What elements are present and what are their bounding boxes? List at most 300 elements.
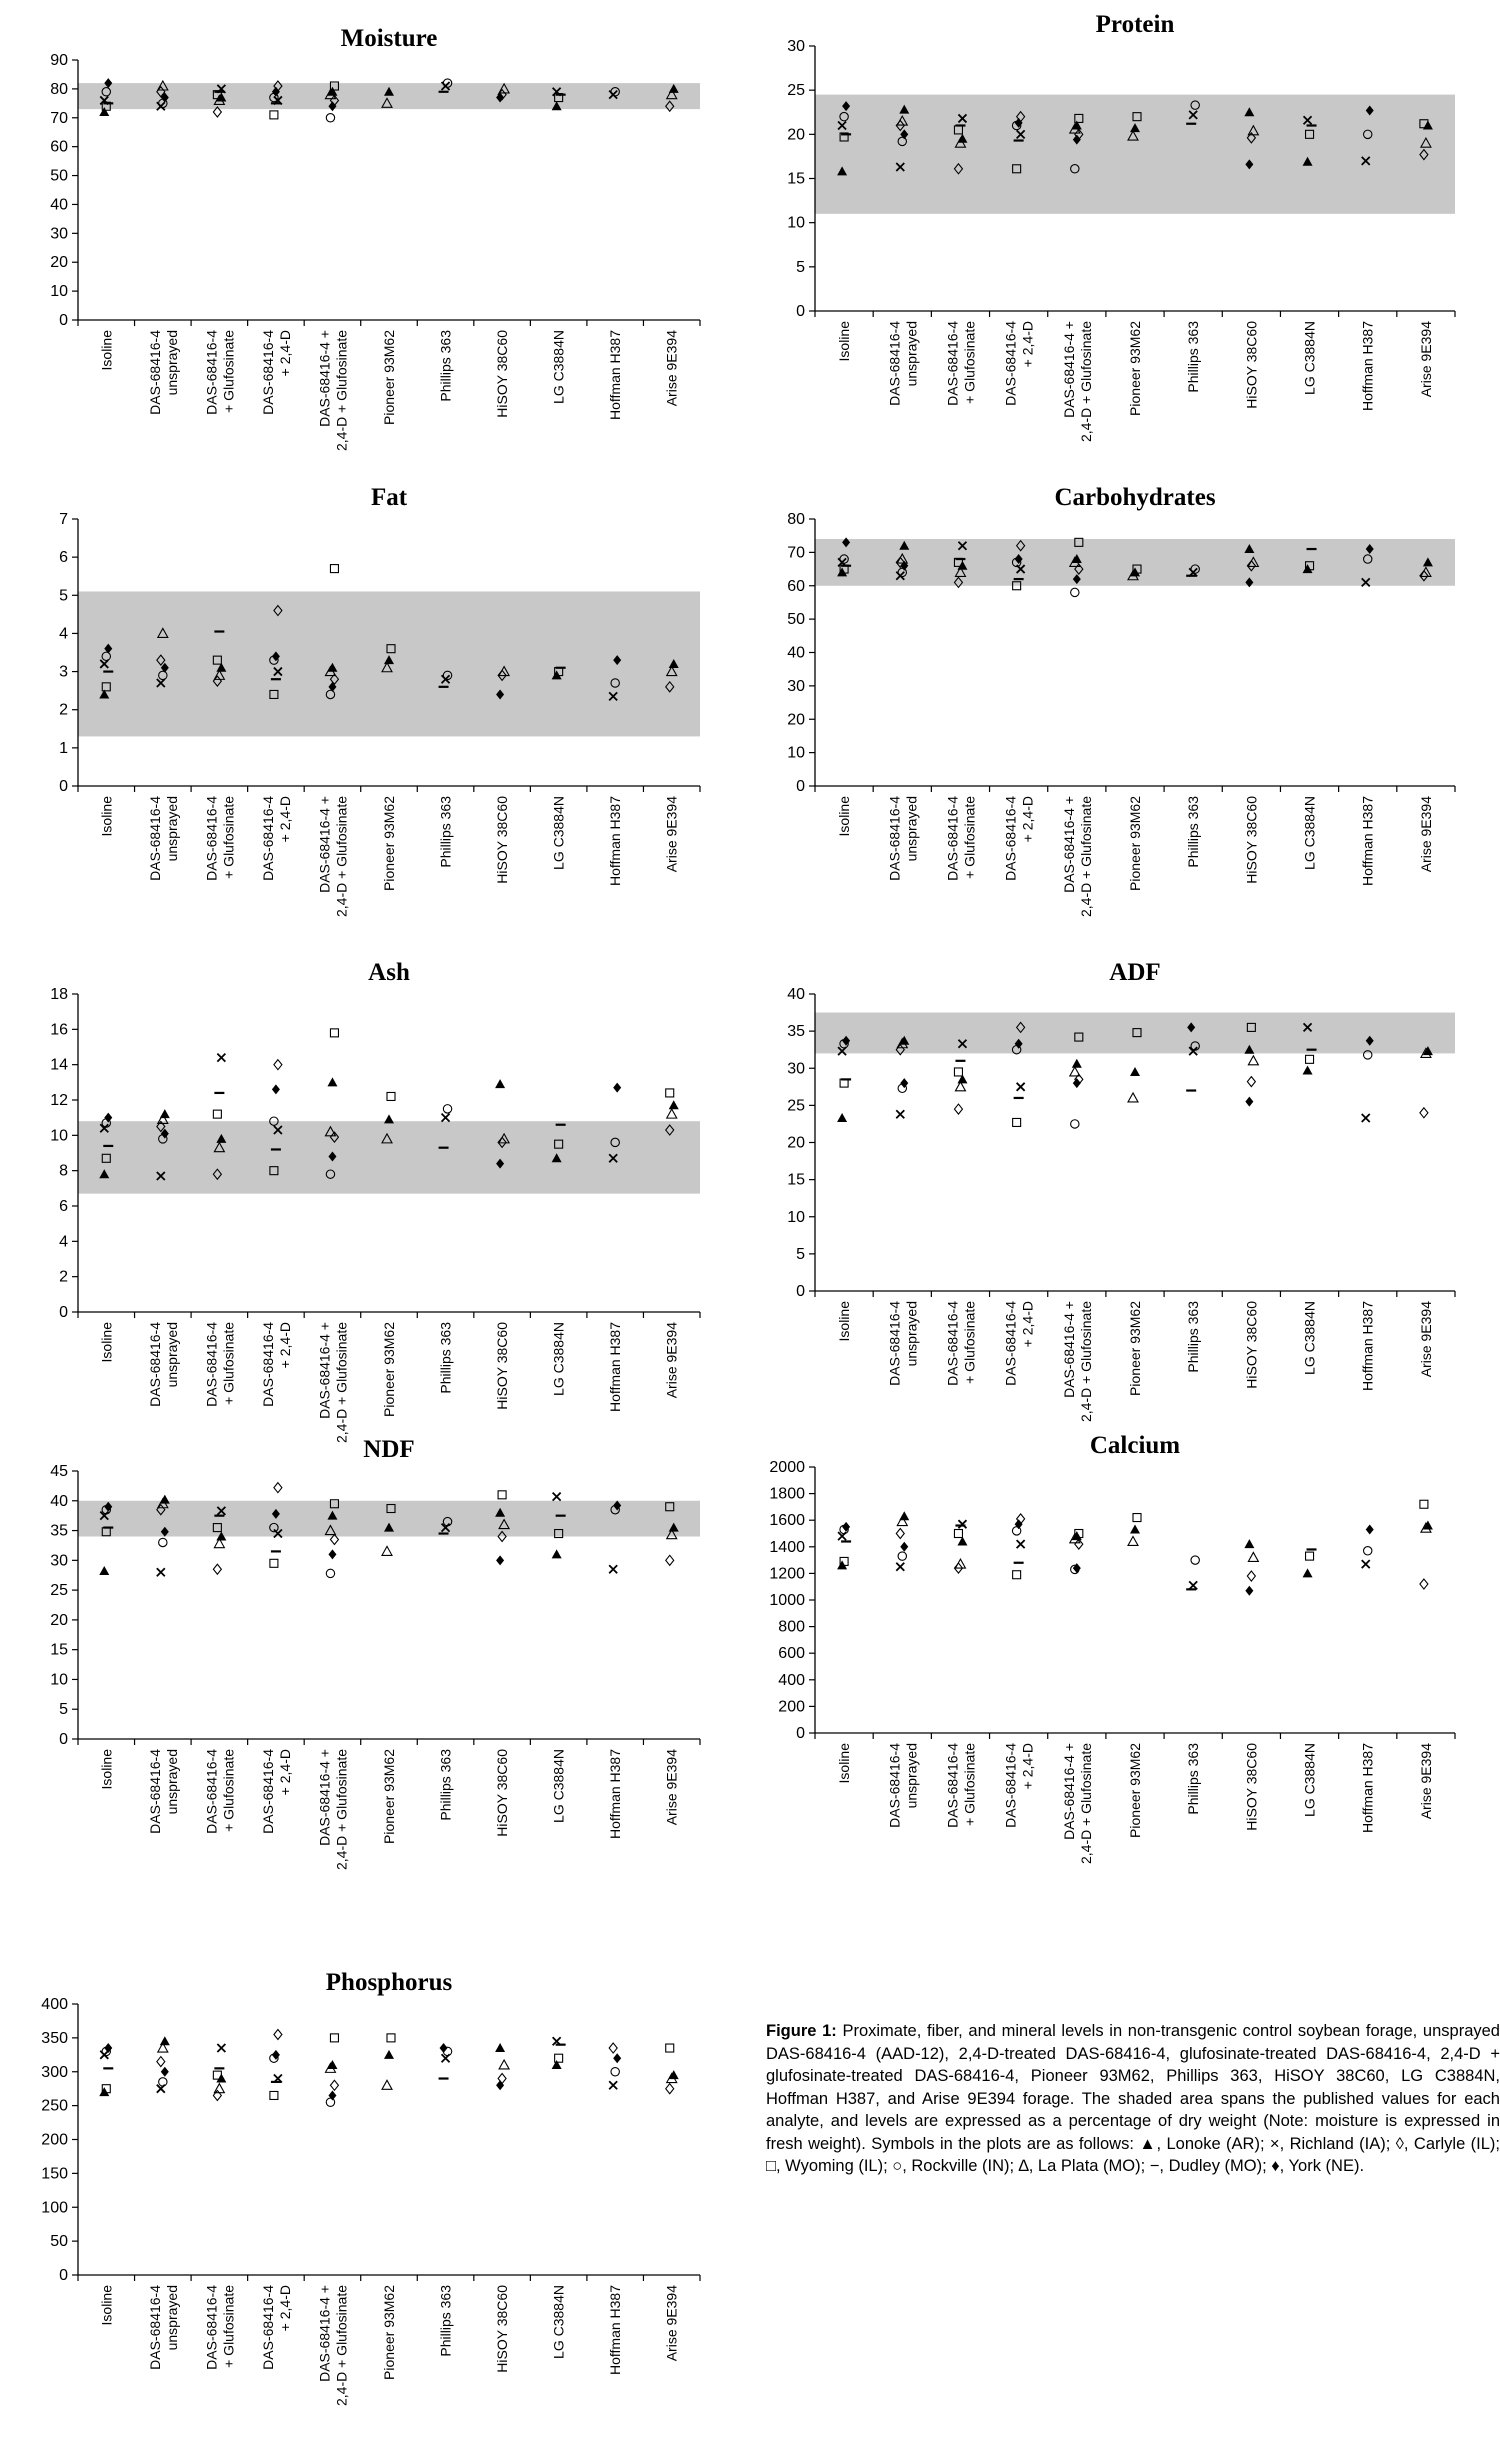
x-tick-label-line: LG C3884N	[1301, 796, 1318, 870]
x-tick-label	[551, 330, 567, 404]
x-tick-label-line: DAS-68416-4	[886, 796, 903, 881]
x-tick-label-line: LG C3884N	[550, 2285, 567, 2359]
x-tick-label	[494, 330, 510, 418]
y-tick-label: 200	[778, 1698, 805, 1716]
y-tick-label: 6	[59, 1198, 68, 1215]
x-tick-label	[494, 2285, 510, 2373]
x-tick-label-line: + Glufosinate	[961, 796, 978, 879]
x-tick-label	[1243, 1743, 1259, 1831]
y-tick-label: 80	[787, 511, 805, 528]
x-tick-label	[1302, 321, 1318, 395]
x-tick-label	[1127, 321, 1143, 416]
x-tick-label-line: Arise 9E394	[663, 330, 680, 407]
data-point-diamond-open	[330, 2080, 338, 2090]
x-tick-label	[1243, 1301, 1259, 1389]
data-point-tri-filled	[1303, 1568, 1313, 1577]
y-tick-label: 150	[41, 2165, 68, 2183]
x-tick-label	[1418, 1301, 1434, 1377]
x-tick-label-line: unsprayed	[903, 1301, 920, 1367]
chart-title: Fat	[370, 484, 408, 511]
x-tick-label	[1243, 321, 1259, 409]
x-tick-label-line: LG C3884N	[550, 330, 567, 404]
x-tick-label	[944, 1301, 977, 1386]
data-point-circle-open	[443, 1105, 451, 1113]
x-tick-label-line: Hoffman H387	[1359, 1743, 1376, 1834]
x-tick-label-line: + Glufosinate	[961, 1301, 978, 1384]
x-tick-label	[494, 1322, 510, 1410]
data-point-diamond-open	[1247, 1077, 1255, 1087]
x-tick-label	[836, 1743, 852, 1784]
x-tick-label	[147, 1749, 180, 1834]
x-tick-label-line: unsprayed	[163, 1322, 180, 1388]
x-tick-label-line: HiSOY 38C60	[494, 1322, 511, 1410]
y-tick-label: 50	[50, 167, 68, 185]
data-point-tri-filled	[495, 2043, 505, 2052]
y-tick-label: 5	[796, 258, 805, 276]
y-tick-label: 600	[778, 1645, 805, 1663]
data-point-diamond-open	[1420, 1579, 1428, 1589]
y-tick-label: 100	[41, 2199, 68, 2217]
data-point-diamond-open	[213, 1564, 221, 1574]
data-point-circle-open	[898, 1552, 906, 1560]
data-point-tri-filled	[384, 2050, 394, 2059]
x-tick-label-line: Arise 9E394	[1417, 321, 1434, 398]
data-point-circle-open	[326, 2098, 334, 2106]
x-tick-label-line: DAS-68416-4 +	[1060, 1743, 1077, 1840]
data-point-square-open	[1133, 1514, 1141, 1522]
y-tick-label: 50	[787, 611, 805, 629]
data-point-diamond-filled	[900, 1078, 908, 1088]
x-tick-label	[381, 1749, 397, 1844]
x-tick-label-line: + 2,4-D	[276, 1749, 293, 1796]
data-point-tri-filled	[552, 2060, 562, 2069]
x-tick-label-line: LG C3884N	[550, 1749, 567, 1823]
x-tick-label	[551, 796, 567, 870]
y-tick-label: 3	[59, 663, 68, 681]
x-tick-label	[98, 1749, 114, 1790]
data-point-diamond-filled	[272, 2050, 280, 2060]
chart-title: Carbohydrates	[1054, 484, 1216, 511]
x-tick-label-line: Arise 9E394	[1417, 1743, 1434, 1820]
y-tick-label: 80	[50, 80, 68, 98]
x-tick-label-line: unsprayed	[903, 321, 920, 387]
x-tick-label-line: Pioneer 93M62	[381, 1322, 397, 1417]
y-tick-label: 30	[787, 677, 805, 695]
data-point-cross	[157, 1568, 165, 1576]
data-point-square-open	[666, 2044, 674, 2052]
data-point-diamond-filled	[104, 2043, 112, 2053]
x-tick-label	[1127, 796, 1143, 891]
y-tick-label: 800	[778, 1618, 805, 1636]
x-tick-label-line: DAS-68416-4	[1002, 1743, 1019, 1828]
x-tick-label-line: Pioneer 93M62	[381, 2285, 397, 2380]
y-tick-label: 15	[787, 1171, 805, 1189]
y-tick-label: 0	[796, 1283, 805, 1300]
x-tick-label-line: 2,4-D + Glufosinate	[333, 796, 350, 918]
y-tick-label: 0	[796, 778, 805, 795]
x-tick-label	[944, 796, 977, 881]
y-tick-label: 1400	[769, 1538, 805, 1556]
data-point-square-open	[270, 1559, 278, 1567]
data-point-square-open	[387, 2034, 395, 2042]
x-tick-label-line: DAS-68416-4	[259, 1749, 276, 1834]
x-tick-label-line: DAS-68416-4	[259, 1322, 276, 1407]
data-point-square-open	[954, 1068, 962, 1076]
x-tick-label-line: HiSOY 38C60	[494, 796, 511, 884]
data-point-square-open	[1013, 1118, 1021, 1126]
y-tick-label: 400	[778, 1671, 805, 1689]
x-tick-label-line: DAS-68416-4 +	[316, 330, 333, 427]
x-tick-label-line: Phillips 363	[1185, 321, 1202, 393]
y-tick-label: 250	[41, 2097, 68, 2115]
data-point-diamond-open	[954, 1104, 962, 1114]
chart-phosphorus	[41, 1969, 700, 2406]
data-point-square-open	[213, 1110, 221, 1118]
x-tick-label-line: + 2,4-D	[1019, 1301, 1036, 1348]
y-tick-label: 0	[59, 778, 68, 795]
x-tick-label-line: + Glufosinate	[220, 2285, 237, 2368]
data-point-diamond-filled	[104, 1113, 112, 1123]
x-tick-label-line: unsprayed	[163, 2285, 180, 2351]
x-tick-label	[886, 1301, 919, 1386]
x-tick-label-line: Pioneer 93M62	[381, 1749, 397, 1844]
x-tick-label-line: + 2,4-D	[1019, 1743, 1036, 1790]
y-tick-label: 10	[50, 1671, 68, 1689]
x-tick-label-line: unsprayed	[903, 796, 920, 862]
x-tick-label-line: LG C3884N	[1301, 321, 1318, 395]
chart-title: Protein	[1095, 11, 1175, 38]
x-tick-label-line: DAS-68416-4	[1002, 321, 1019, 406]
y-tick-label: 10	[787, 1208, 805, 1226]
data-point-tri-filled	[669, 2070, 679, 2079]
x-tick-label-line: + Glufosinate	[220, 1322, 237, 1405]
data-point-diamond-filled	[496, 1555, 504, 1565]
data-point-diamond-filled	[613, 2053, 621, 2063]
x-tick-label	[203, 796, 236, 881]
y-tick-label: 10	[787, 214, 805, 232]
y-tick-label: 35	[50, 1522, 68, 1540]
x-tick-label	[836, 1301, 852, 1342]
caption-text: Proximate, fiber, and mineral levels in non-transgenic control soybean forage, unsprayed DAS-68416-4 (AAD-12), 2,4-D-treated DAS-68416-4, glufosinate-treated DAS-68416-4, 2,4-D + glufosinate-treated DAS-68416-4, Pioneer 93M62, Phillips 363, HiSOY 38C60, LG C3884N, Hoffman H387, and Arise 9E394 forage. The shaded area spans the published values for each analyte, and levels are expressed as a percentage of dry weight (Note: moisture is expressed in fresh weight). Symbols in the plots are as follows: ▲, Lonoke (AR); ×, Richland (IA); ◊, Carlyle (IL); □, Wyoming (IL); ○, Rockville (IN); ∆, La Plata (MO); −, Dudley (MO); ♦, York (NE).	[766, 2022, 1500, 2175]
x-tick-label-line: Isoline	[98, 1749, 115, 1790]
chart-fat	[59, 484, 700, 917]
x-tick-label-line: unsprayed	[163, 796, 180, 862]
x-tick-label-line: DAS-68416-4	[203, 1749, 220, 1834]
y-tick-label: 12	[50, 1092, 68, 1109]
y-tick-label: 6	[59, 549, 68, 567]
x-tick-label	[607, 2285, 623, 2375]
y-tick-label: 14	[50, 1056, 68, 1074]
x-tick-label-line: + Glufosinate	[961, 321, 978, 404]
x-tick-label-line: LG C3884N	[1301, 1743, 1318, 1817]
x-tick-label-line: Isoline	[836, 1743, 853, 1784]
x-tick-label-line: DAS-68416-4 +	[1060, 321, 1077, 418]
data-point-tri-filled	[1130, 1525, 1140, 1534]
x-tick-label	[1360, 796, 1376, 886]
data-point-diamond-open	[274, 1483, 282, 1493]
y-tick-label: 15	[50, 1641, 68, 1659]
x-tick-label	[494, 1749, 510, 1837]
data-point-diamond-filled	[1245, 1097, 1253, 1107]
data-point-square-open	[954, 1530, 962, 1538]
x-tick-label-line: Pioneer 93M62	[1127, 321, 1143, 416]
data-point-diamond-open	[1247, 1571, 1255, 1581]
data-point-tri-filled	[495, 1079, 505, 1088]
y-tick-label: 60	[50, 138, 68, 156]
x-tick-label-line: Isoline	[836, 1301, 853, 1342]
data-point-tri-filled	[1244, 1539, 1254, 1548]
x-tick-label	[203, 2285, 236, 2370]
data-point-tri-filled	[1130, 1067, 1140, 1076]
data-point-tri-open	[382, 2080, 392, 2089]
x-tick-label	[1302, 796, 1318, 870]
y-tick-label: 5	[59, 587, 68, 605]
x-tick-label-line: DAS-68416-4 +	[316, 796, 333, 893]
chart-title: Calcium	[1089, 1432, 1181, 1459]
x-tick-label	[438, 1749, 454, 1821]
data-point-square-open	[387, 1092, 395, 1100]
x-tick-label-line: DAS-68416-4	[259, 796, 276, 881]
y-tick-label: 0	[59, 1304, 68, 1321]
x-tick-label	[260, 330, 293, 415]
data-point-square-open	[270, 111, 278, 119]
x-tick-label-line: LG C3884N	[550, 1322, 567, 1396]
x-tick-label-line: 2,4-D + Glufosinate	[333, 1749, 350, 1871]
x-tick-label-line: HiSOY 38C60	[1243, 321, 1260, 409]
x-tick-label	[886, 1743, 919, 1828]
x-tick-label-line: DAS-68416-4	[886, 1301, 903, 1386]
x-tick-label	[260, 1749, 293, 1834]
y-tick-label: 40	[50, 1492, 68, 1510]
data-point-tri-open	[499, 2060, 509, 2069]
y-tick-label: 0	[796, 1725, 805, 1742]
data-point-cross	[609, 1565, 617, 1573]
x-tick-label-line: Isoline	[98, 2285, 115, 2326]
y-tick-label: 1	[59, 739, 68, 757]
x-tick-label-line: Phillips 363	[437, 1322, 454, 1394]
data-point-tri-filled	[160, 1109, 170, 1118]
y-tick-label: 70	[787, 544, 805, 562]
x-tick-label-line: HiSOY 38C60	[1243, 1743, 1260, 1831]
x-tick-label	[1360, 321, 1376, 411]
x-tick-label	[1360, 1743, 1376, 1833]
y-tick-label: 35	[787, 1023, 805, 1041]
data-point-tri-filled	[669, 1100, 679, 1109]
x-tick-label-line: DAS-68416-4 +	[1060, 1301, 1077, 1398]
x-tick-label	[98, 796, 114, 837]
x-tick-label-line: 2,4-D + Glufosinate	[1077, 796, 1094, 918]
y-tick-label: 10	[50, 283, 68, 301]
y-tick-label: 7	[59, 511, 68, 528]
y-tick-label: 4	[59, 1233, 68, 1251]
y-tick-label: 60	[787, 577, 805, 595]
data-point-diamond-open	[666, 2084, 674, 2094]
x-tick-label-line: Phillips 363	[1185, 1743, 1202, 1815]
published-range-band	[78, 1121, 700, 1193]
data-point-diamond-open	[896, 1529, 904, 1539]
y-tick-label: 16	[50, 1021, 68, 1039]
data-point-cross	[896, 1110, 904, 1118]
chart-ndf	[50, 1436, 700, 1870]
x-tick-label-line: 2,4-D + Glufosinate	[1077, 321, 1094, 443]
x-tick-label	[944, 1743, 977, 1828]
data-point-square-open	[330, 1029, 338, 1037]
y-tick-label: 30	[50, 225, 68, 243]
x-tick-label-line: Arise 9E394	[663, 1749, 680, 1826]
x-tick-label-line: + 2,4-D	[1019, 796, 1036, 843]
x-tick-label	[316, 330, 349, 451]
x-tick-label	[607, 1749, 623, 1839]
x-tick-label-line: LG C3884N	[1301, 1301, 1318, 1375]
x-tick-label-line: + Glufosinate	[220, 796, 237, 879]
x-tick-label-line: Isoline	[98, 796, 115, 837]
data-point-cross	[1017, 1540, 1025, 1548]
x-tick-label-line: Pioneer 93M62	[381, 796, 397, 891]
x-tick-label	[886, 321, 919, 406]
x-tick-label	[98, 1322, 114, 1363]
x-tick-label-line: HiSOY 38C60	[494, 1749, 511, 1837]
x-tick-label	[438, 2285, 454, 2357]
x-tick-label	[551, 1322, 567, 1396]
x-tick-label	[1061, 1301, 1094, 1422]
chart-title: ADF	[1109, 959, 1161, 986]
caption-label: Figure 1:	[766, 2022, 837, 2040]
y-tick-label: 0	[796, 303, 805, 320]
x-tick-label-line: LG C3884N	[550, 796, 567, 870]
x-tick-label	[98, 330, 114, 371]
data-point-cross	[217, 1054, 225, 1062]
data-point-diamond-filled	[1245, 1586, 1253, 1596]
y-tick-label: 30	[787, 1060, 805, 1078]
x-tick-label	[203, 1749, 236, 1834]
x-tick-label-line: DAS-68416-4	[146, 2285, 163, 2370]
x-tick-label-line: DAS-68416-4 +	[316, 1749, 333, 1846]
y-tick-label: 400	[41, 1996, 68, 2013]
x-tick-label	[1185, 796, 1201, 868]
x-tick-label	[1061, 321, 1094, 442]
x-tick-label-line: DAS-68416-4	[259, 2285, 276, 2370]
x-tick-label	[1302, 1301, 1318, 1375]
chart-moisture	[50, 25, 700, 451]
x-tick-label	[664, 1749, 680, 1825]
data-point-diamond-filled	[900, 1542, 908, 1552]
x-tick-label	[203, 330, 236, 415]
data-point-tri-filled	[160, 1495, 170, 1504]
y-tick-label: 40	[50, 196, 68, 214]
y-tick-label: 90	[50, 52, 68, 69]
data-point-circle-open	[159, 1538, 167, 1546]
x-tick-label-line: DAS-68416-4	[203, 1322, 220, 1407]
data-point-diamond-filled	[842, 1522, 850, 1532]
x-tick-label	[1061, 796, 1094, 917]
y-tick-label: 8	[59, 1162, 68, 1180]
x-tick-label-line: Pioneer 93M62	[1127, 1743, 1143, 1838]
published-range-band	[815, 1013, 1455, 1054]
chart-ash	[50, 959, 700, 1443]
data-point-circle-open	[159, 2078, 167, 2086]
x-tick-label-line: + 2,4-D	[276, 796, 293, 843]
x-tick-label-line: DAS-68416-4	[146, 1322, 163, 1407]
chart-title: Phosphorus	[325, 1969, 453, 1996]
data-point-tri-open	[382, 1546, 392, 1555]
x-tick-label	[381, 330, 397, 425]
x-tick-label-line: Hoffman H387	[1359, 321, 1376, 412]
x-tick-label-line: Hoffman H387	[607, 1749, 624, 1840]
x-tick-label	[944, 321, 977, 406]
data-point-tri-open	[214, 2084, 224, 2093]
y-tick-label: 70	[50, 109, 68, 127]
data-point-circle-open	[326, 114, 334, 122]
x-tick-label-line: DAS-68416-4	[1002, 796, 1019, 881]
x-tick-label-line: Pioneer 93M62	[381, 330, 397, 425]
x-tick-label-line: DAS-68416-4	[1002, 1301, 1019, 1386]
x-tick-label-line: Arise 9E394	[663, 2285, 680, 2362]
data-point-tri-filled	[99, 2087, 109, 2096]
data-point-diamond-open	[157, 2057, 165, 2067]
x-tick-label-line: Arise 9E394	[663, 1322, 680, 1399]
x-tick-label	[1360, 1301, 1376, 1391]
x-tick-label	[381, 1322, 397, 1417]
y-tick-label: 5	[796, 1245, 805, 1263]
x-tick-label	[438, 330, 454, 402]
data-point-diamond-filled	[440, 2043, 448, 2053]
y-tick-label: 2000	[769, 1459, 805, 1476]
y-tick-label: 1800	[769, 1485, 805, 1503]
x-tick-label	[664, 1322, 680, 1398]
x-tick-label-line: Isoline	[836, 321, 853, 362]
x-tick-label	[494, 796, 510, 884]
data-point-square-open	[330, 565, 338, 573]
data-point-cross	[609, 2081, 617, 2089]
x-tick-label	[1003, 1743, 1036, 1828]
y-tick-label: 25	[787, 1097, 805, 1115]
data-point-tri-filled	[384, 1114, 394, 1123]
x-tick-label-line: Hoffman H387	[1359, 1301, 1376, 1392]
data-point-tri-filled	[899, 1511, 909, 1520]
x-tick-label	[1243, 796, 1259, 884]
y-tick-label: 40	[787, 986, 805, 1003]
x-tick-label-line: + 2,4-D	[276, 330, 293, 377]
y-tick-label: 10	[787, 744, 805, 762]
y-tick-label: 15	[787, 170, 805, 188]
y-tick-label: 45	[50, 1463, 68, 1480]
chart-protein	[787, 11, 1455, 442]
y-tick-label: 1000	[769, 1592, 805, 1609]
y-tick-label: 0	[59, 1731, 68, 1748]
data-point-tri-open	[667, 1109, 677, 1118]
x-tick-label	[1127, 1301, 1143, 1396]
x-tick-label	[316, 2285, 349, 2406]
x-tick-label-line: Arise 9E394	[1417, 796, 1434, 873]
data-point-square-open	[270, 2091, 278, 2099]
data-point-square-open	[1306, 1055, 1314, 1063]
x-tick-label-line: Pioneer 93M62	[1127, 796, 1143, 891]
y-tick-label: 300	[41, 2063, 68, 2081]
x-tick-label-line: DAS-68416-4 +	[316, 1322, 333, 1419]
data-point-circle-open	[1364, 1547, 1372, 1555]
x-tick-label-line: + Glufosinate	[220, 330, 237, 413]
data-point-circle-open	[1071, 588, 1079, 596]
x-tick-label	[607, 796, 623, 886]
x-tick-label-line: Phillips 363	[437, 330, 454, 402]
x-tick-label-line: DAS-68416-4	[944, 1301, 961, 1386]
data-point-circle-open	[611, 2068, 619, 2076]
data-point-tri-open	[1248, 1552, 1258, 1561]
data-point-cross	[1362, 1560, 1370, 1568]
x-tick-label-line: Phillips 363	[437, 2285, 454, 2357]
x-tick-label	[1418, 321, 1434, 397]
x-tick-label-line: + Glufosinate	[220, 1749, 237, 1832]
